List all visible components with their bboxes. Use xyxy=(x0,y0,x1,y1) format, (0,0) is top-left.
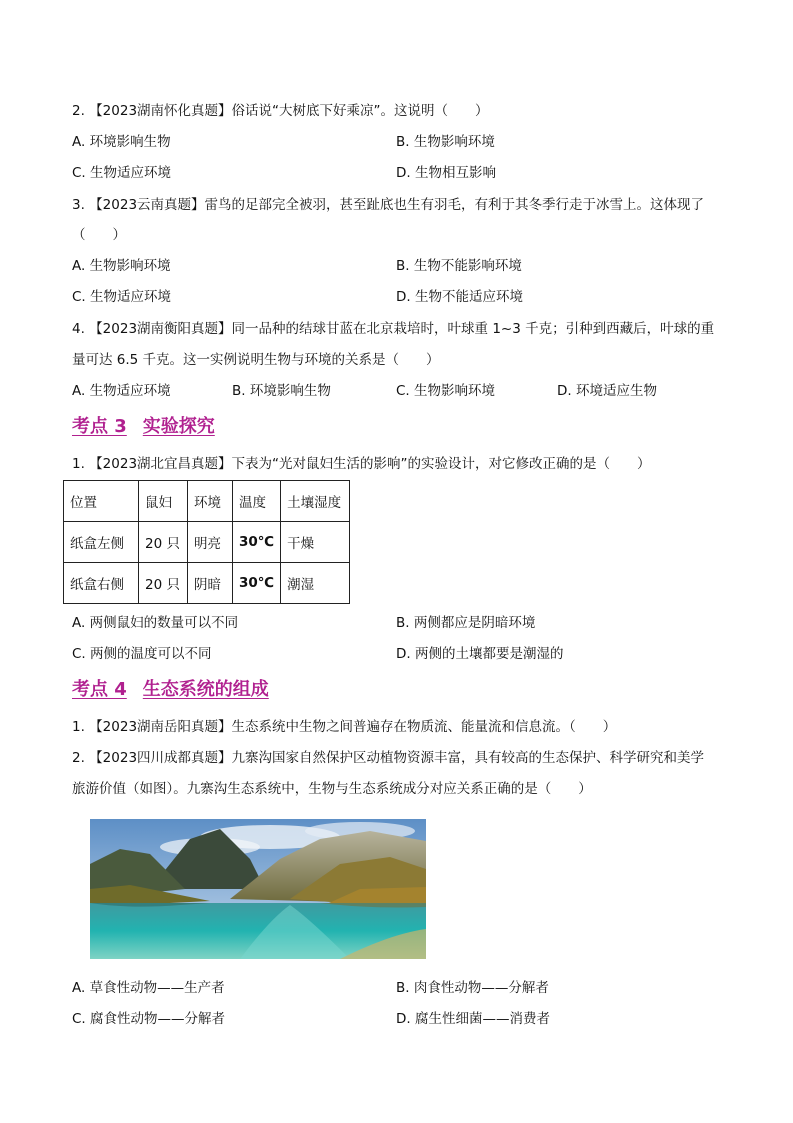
s4-q2-stem-line1: 2. 【2023四川成都真题】九寨沟国家自然保护区动植物资源丰富，具有较高的生态保护、科学研究和美学 xyxy=(72,750,705,766)
q4-option-d[interactable]: D. 环境适应生物 xyxy=(557,383,657,399)
section3-number: 考点 3 xyxy=(72,416,127,437)
s3-q1-option-c[interactable]: C. 两侧的温度可以不同 xyxy=(72,646,212,662)
section3-title: 实验探究 xyxy=(142,416,215,437)
q2-option-c[interactable]: C. 生物适应环境 xyxy=(72,165,172,181)
q4-stem-line1: 4. 【2023湖南衡阳真题】同一品种的结球甘蓝在北京栽培时，叶球重 1~3 千克；引种到西藏后，叶球的重 xyxy=(72,321,715,337)
table-cell: 30℃ xyxy=(233,522,281,563)
q2-option-a[interactable]: A. 环境影响生物 xyxy=(72,134,171,150)
q3-option-b[interactable]: B. 生物不能影响环境 xyxy=(396,258,522,274)
q4-stem-line2: 量可达 6.5 千克。这一实例说明生物与环境的关系是（ ） xyxy=(72,352,440,368)
s3-q1-stem: 1. 【2023湖北宜昌真题】下表为“光对鼠妇生活的影响”的实验设计，对它修改正确的是（ ） xyxy=(72,456,651,472)
table-header-cell: 土壤湿度 xyxy=(281,481,350,522)
s3-q1-option-a[interactable]: A. 两侧鼠妇的数量可以不同 xyxy=(72,615,239,631)
q2-option-d[interactable]: D. 生物相互影响 xyxy=(396,165,496,181)
table-cell: 潮湿 xyxy=(281,563,350,604)
table-header-cell: 鼠妇 xyxy=(139,481,188,522)
table-header-cell: 环境 xyxy=(188,481,233,522)
s4-q2-option-c[interactable]: C. 腐食性动物——分解者 xyxy=(72,1011,226,1027)
q4-option-a[interactable]: A. 生物适应环境 xyxy=(72,383,171,399)
q3-stem-line2: （ ） xyxy=(72,227,126,243)
table-header-row xyxy=(64,481,350,522)
s3-q1-option-d[interactable]: D. 两侧的土壤都要是潮湿的 xyxy=(396,646,564,662)
s3-q1-option-b[interactable]: B. 两侧都应是阴暗环境 xyxy=(396,615,536,631)
q3-option-d[interactable]: D. 生物不能适应环境 xyxy=(396,289,523,305)
table-row xyxy=(64,522,350,563)
table-cell: 20 只 xyxy=(139,522,188,563)
table-cell: 干燥 xyxy=(281,522,350,563)
q4-option-c[interactable]: C. 生物影响环境 xyxy=(396,383,496,399)
jiuzhaigou-lake-photo xyxy=(90,819,426,959)
table-header-cell: 温度 xyxy=(233,481,281,522)
q3-option-a[interactable]: A. 生物影响环境 xyxy=(72,258,171,274)
q3-stem-line1: 3. 【2023云南真题】雷鸟的足部完全被羽，甚至趾底也生有羽毛，有利于其冬季行走于冰雪上。这体现了 xyxy=(72,197,705,213)
table-row xyxy=(64,563,350,604)
experiment-table xyxy=(63,480,350,604)
section4-heading xyxy=(72,678,285,702)
q3-option-c[interactable]: C. 生物适应环境 xyxy=(72,289,172,305)
section4-number: 考点 4 xyxy=(72,679,127,700)
q4-option-b[interactable]: B. 环境影响生物 xyxy=(232,383,331,399)
s4-q2-stem-line2: 旅游价值（如图）。九寨沟生态系统中，生物与生态系统成分对应关系正确的是（ ） xyxy=(72,781,592,797)
s4-q2-option-d[interactable]: D. 腐生性细菌——消费者 xyxy=(396,1011,550,1027)
section3-heading xyxy=(72,415,231,439)
table-cell: 阴暗 xyxy=(188,563,233,604)
table-header-cell: 位置 xyxy=(64,481,139,522)
s4-q2-option-a[interactable]: A. 草食性动物——生产者 xyxy=(72,980,225,996)
section4-title: 生态系统的组成 xyxy=(142,679,269,700)
table-cell: 30℃ xyxy=(233,563,281,604)
s4-q2-option-b[interactable]: B. 肉食性动物——分解者 xyxy=(396,980,549,996)
table-cell: 纸盒右侧 xyxy=(64,563,139,604)
table-cell: 明亮 xyxy=(188,522,233,563)
table-cell: 纸盒左侧 xyxy=(64,522,139,563)
q2-option-b[interactable]: B. 生物影响环境 xyxy=(396,134,495,150)
table-cell: 20 只 xyxy=(139,563,188,604)
q2-stem: 2. 【2023湖南怀化真题】俗话说“大树底下好乘凉”。这说明（ ） xyxy=(72,103,489,119)
s4-q1-stem: 1. 【2023湖南岳阳真题】生态系统中生物之间普遍存在物质流、能量流和信息流。（ ） xyxy=(72,719,617,735)
